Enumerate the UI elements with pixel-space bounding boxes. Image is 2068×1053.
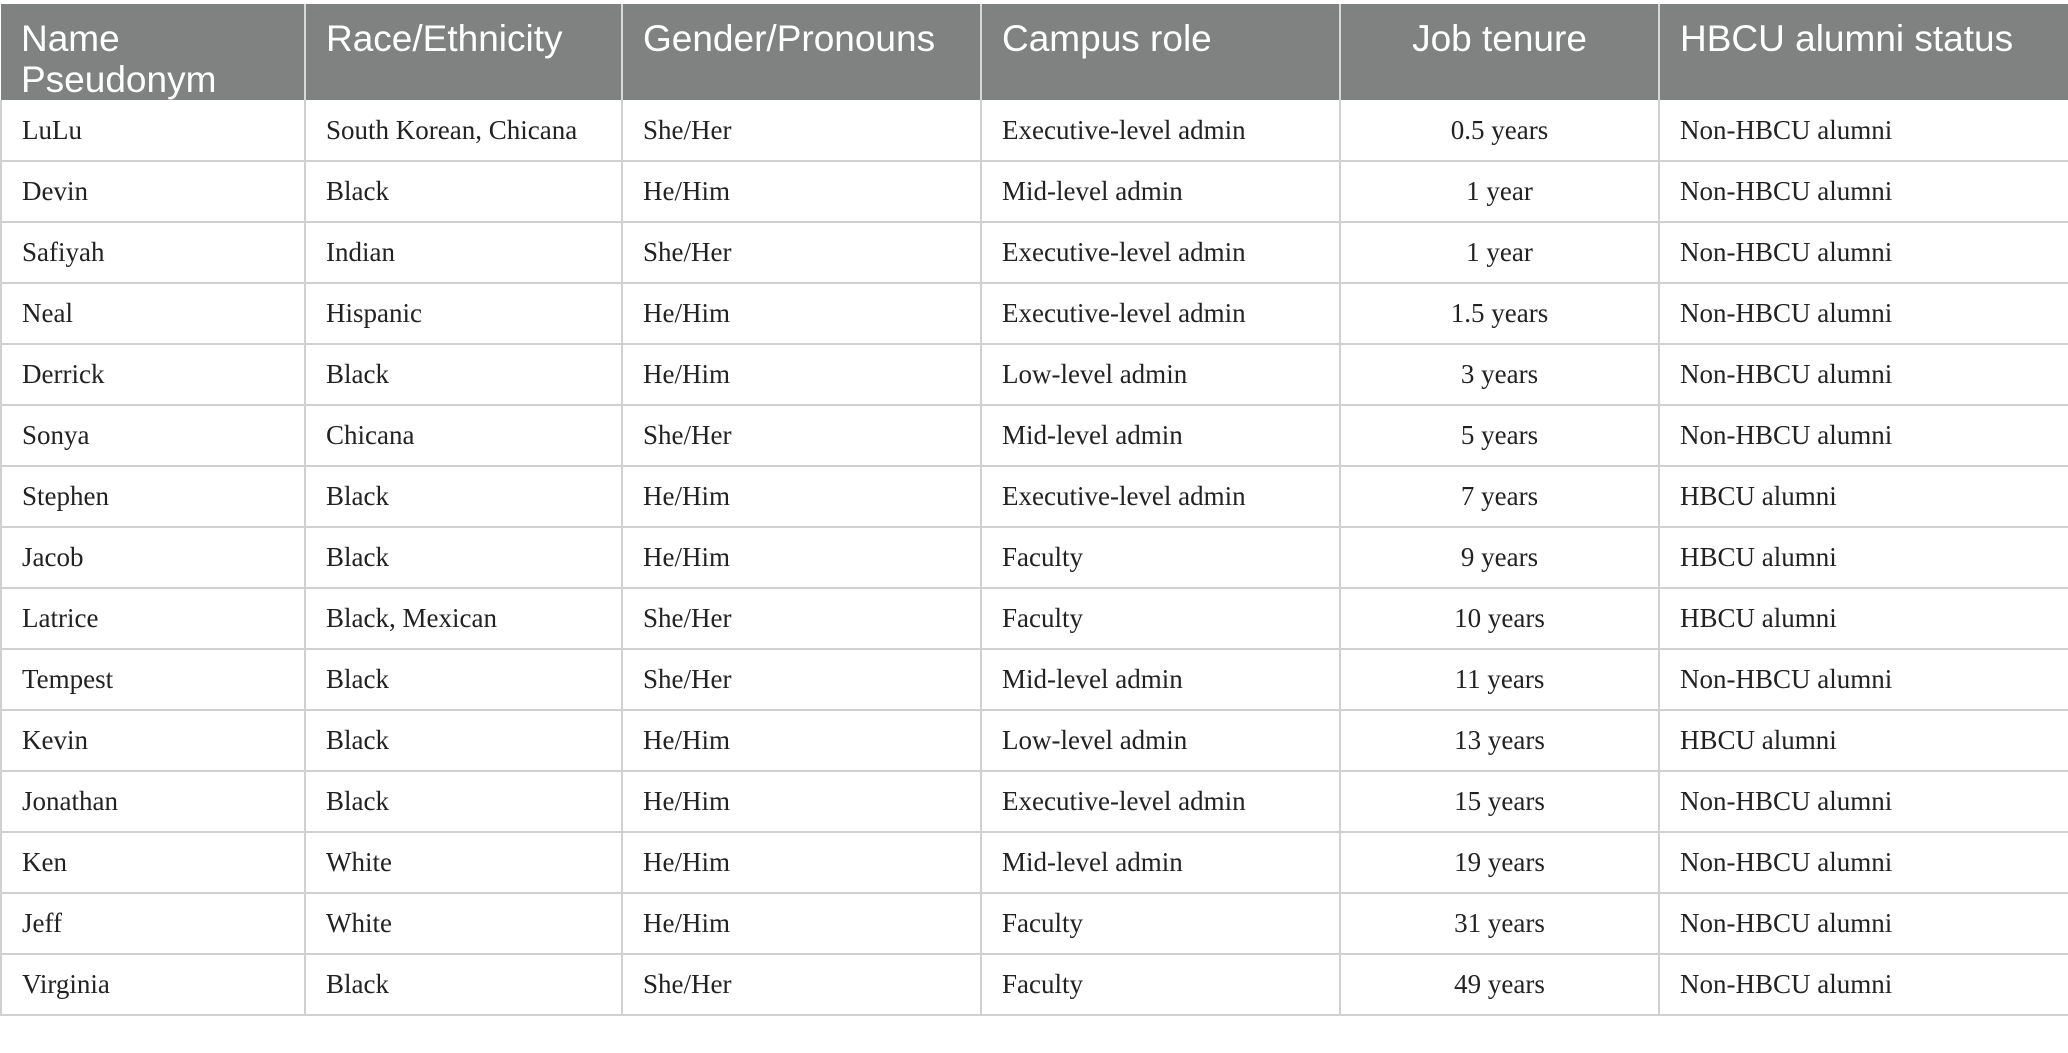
cell-gender-pronouns: She/Her <box>622 405 981 466</box>
cell-race-ethnicity: Black <box>305 710 622 771</box>
cell-name: Jonathan <box>1 771 305 832</box>
table-row <box>1 222 2068 283</box>
cell-job-tenure: 9 years <box>1340 527 1659 588</box>
cell-name: Devin <box>1 161 305 222</box>
cell-job-tenure: 7 years <box>1340 466 1659 527</box>
cell-name: Derrick <box>1 344 305 405</box>
table-row <box>1 710 2068 771</box>
cell-race-ethnicity: Black <box>305 771 622 832</box>
cell-gender-pronouns: She/Her <box>622 588 981 649</box>
table-row <box>1 283 2068 344</box>
table-row <box>1 954 2068 1015</box>
cell-race-ethnicity: Black <box>305 954 622 1015</box>
header-campus-role: Campus role <box>981 4 1340 100</box>
table-row <box>1 100 2068 161</box>
cell-campus-role: Executive-level admin <box>981 222 1340 283</box>
cell-race-ethnicity: Chicana <box>305 405 622 466</box>
cell-job-tenure: 15 years <box>1340 771 1659 832</box>
cell-name: Neal <box>1 283 305 344</box>
table-row <box>1 832 2068 893</box>
header-race-ethnicity: Race/Ethnicity <box>305 4 622 100</box>
cell-job-tenure: 19 years <box>1340 832 1659 893</box>
table-header <box>1 4 2068 100</box>
cell-job-tenure: 5 years <box>1340 405 1659 466</box>
cell-name: Safiyah <box>1 222 305 283</box>
cell-race-ethnicity: White <box>305 893 622 954</box>
table-row <box>1 344 2068 405</box>
header-name-pseudonym: Name Pseudonym <box>1 4 305 100</box>
participants-table <box>0 4 2068 1016</box>
cell-name: Kevin <box>1 710 305 771</box>
cell-gender-pronouns: He/Him <box>622 344 981 405</box>
cell-race-ethnicity: Black <box>305 466 622 527</box>
cell-name: Virginia <box>1 954 305 1015</box>
cell-hbcu-status: HBCU alumni <box>1659 710 2068 771</box>
cell-name: Sonya <box>1 405 305 466</box>
cell-race-ethnicity: Black <box>305 527 622 588</box>
cell-campus-role: Executive-level admin <box>981 283 1340 344</box>
cell-hbcu-status: Non-HBCU alumni <box>1659 161 2068 222</box>
cell-campus-role: Mid-level admin <box>981 161 1340 222</box>
table-row <box>1 161 2068 222</box>
cell-campus-role: Executive-level admin <box>981 466 1340 527</box>
cell-campus-role: Faculty <box>981 588 1340 649</box>
cell-campus-role: Mid-level admin <box>981 405 1340 466</box>
cell-race-ethnicity: South Korean, Chicana <box>305 100 622 161</box>
cell-name: Latrice <box>1 588 305 649</box>
cell-gender-pronouns: She/Her <box>622 954 981 1015</box>
cell-job-tenure: 1 year <box>1340 222 1659 283</box>
cell-race-ethnicity: Hispanic <box>305 283 622 344</box>
cell-race-ethnicity: Black <box>305 344 622 405</box>
cell-job-tenure: 13 years <box>1340 710 1659 771</box>
cell-job-tenure: 11 years <box>1340 649 1659 710</box>
cell-hbcu-status: Non-HBCU alumni <box>1659 771 2068 832</box>
cell-hbcu-status: Non-HBCU alumni <box>1659 222 2068 283</box>
cell-name: Ken <box>1 832 305 893</box>
cell-hbcu-status: Non-HBCU alumni <box>1659 100 2068 161</box>
cell-campus-role: Mid-level admin <box>981 649 1340 710</box>
table-row <box>1 893 2068 954</box>
header-gender-pronouns: Gender/Pronouns <box>622 4 981 100</box>
cell-gender-pronouns: She/Her <box>622 649 981 710</box>
cell-gender-pronouns: She/Her <box>622 222 981 283</box>
cell-gender-pronouns: He/Him <box>622 710 981 771</box>
cell-hbcu-status: Non-HBCU alumni <box>1659 649 2068 710</box>
cell-hbcu-status: HBCU alumni <box>1659 466 2068 527</box>
cell-gender-pronouns: He/Him <box>622 466 981 527</box>
header-hbcu-alumni-status: HBCU alumni status <box>1659 4 2068 100</box>
cell-name: LuLu <box>1 100 305 161</box>
cell-name: Tempest <box>1 649 305 710</box>
cell-job-tenure: 1 year <box>1340 161 1659 222</box>
cell-job-tenure: 1.5 years <box>1340 283 1659 344</box>
cell-campus-role: Low-level admin <box>981 710 1340 771</box>
cell-gender-pronouns: He/Him <box>622 893 981 954</box>
cell-job-tenure: 49 years <box>1340 954 1659 1015</box>
header-job-tenure: Job tenure <box>1340 4 1659 100</box>
cell-campus-role: Executive-level admin <box>981 771 1340 832</box>
cell-campus-role: Faculty <box>981 954 1340 1015</box>
table-row <box>1 527 2068 588</box>
cell-job-tenure: 31 years <box>1340 893 1659 954</box>
cell-gender-pronouns: He/Him <box>622 527 981 588</box>
cell-hbcu-status: Non-HBCU alumni <box>1659 832 2068 893</box>
table-row <box>1 466 2068 527</box>
cell-hbcu-status: Non-HBCU alumni <box>1659 893 2068 954</box>
cell-gender-pronouns: He/Him <box>622 771 981 832</box>
table-body <box>1 100 2068 1015</box>
cell-hbcu-status: Non-HBCU alumni <box>1659 283 2068 344</box>
cell-gender-pronouns: He/Him <box>622 283 981 344</box>
cell-campus-role: Executive-level admin <box>981 100 1340 161</box>
cell-race-ethnicity: Indian <box>305 222 622 283</box>
cell-hbcu-status: Non-HBCU alumni <box>1659 954 2068 1015</box>
cell-race-ethnicity: Black, Mexican <box>305 588 622 649</box>
participants-table-container <box>0 4 2068 1016</box>
cell-hbcu-status: Non-HBCU alumni <box>1659 344 2068 405</box>
cell-campus-role: Faculty <box>981 527 1340 588</box>
cell-race-ethnicity: Black <box>305 161 622 222</box>
cell-job-tenure: 0.5 years <box>1340 100 1659 161</box>
table-row <box>1 588 2068 649</box>
cell-race-ethnicity: Black <box>305 649 622 710</box>
cell-name: Stephen <box>1 466 305 527</box>
cell-name: Jacob <box>1 527 305 588</box>
cell-job-tenure: 3 years <box>1340 344 1659 405</box>
cell-hbcu-status: Non-HBCU alumni <box>1659 405 2068 466</box>
cell-campus-role: Faculty <box>981 893 1340 954</box>
header-row <box>1 4 2068 100</box>
cell-gender-pronouns: He/Him <box>622 832 981 893</box>
cell-gender-pronouns: She/Her <box>622 100 981 161</box>
cell-race-ethnicity: White <box>305 832 622 893</box>
cell-job-tenure: 10 years <box>1340 588 1659 649</box>
cell-campus-role: Mid-level admin <box>981 832 1340 893</box>
cell-hbcu-status: HBCU alumni <box>1659 527 2068 588</box>
cell-hbcu-status: HBCU alumni <box>1659 588 2068 649</box>
table-row <box>1 771 2068 832</box>
cell-name: Jeff <box>1 893 305 954</box>
cell-campus-role: Low-level admin <box>981 344 1340 405</box>
cell-gender-pronouns: He/Him <box>622 161 981 222</box>
table-row <box>1 405 2068 466</box>
table-row <box>1 649 2068 710</box>
